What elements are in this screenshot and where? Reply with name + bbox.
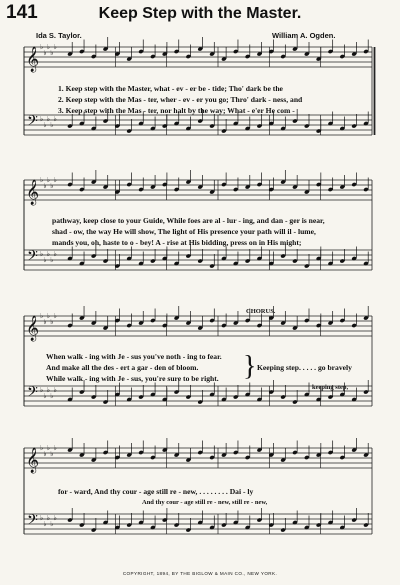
bass-cue-text: keeping step,: [312, 384, 349, 391]
flat-icon: ♭: [40, 386, 44, 394]
flat-icon: ♭: [43, 318, 47, 326]
flat-icon: ♭: [43, 392, 47, 400]
flat-icon: ♭: [46, 250, 51, 258]
author-credit: Ida S. Taylor.: [36, 31, 82, 40]
chorus-refrain-line: Keeping step. . . . . go bravely: [257, 363, 352, 372]
flat-icon: ♭: [43, 49, 47, 57]
flat-icon: ♭: [50, 256, 54, 264]
flat-icon: ♭: [40, 43, 44, 51]
flat-icon: ♭: [50, 318, 54, 326]
flat-icon: ♭: [46, 176, 51, 184]
system1-verse2: 2. Keep step with the Mas - ter, wher - ev - er you go; Thro' dark - ness, and: [58, 95, 303, 104]
system2-verse2: shad - ow, the way He will show, The light of His presence your path will il - lume,: [52, 227, 316, 236]
copyright-notice: COPYRIGHT, 1894, BY THE BIGLOW & MAIN CO., NEW YORK.: [122, 571, 278, 576]
flat-icon: ♭: [40, 115, 44, 123]
system3-verse1: When walk - ing with Je - sus you've noth - ing to fear.: [46, 352, 222, 361]
bass-clef-icon: 𝄢: [27, 384, 38, 404]
flat-icon: ♭: [40, 250, 44, 258]
hymn-title: Keep Step with the Master.: [98, 5, 302, 22]
flat-icon: ♭: [50, 182, 54, 190]
bass-clef-icon: 𝄢: [27, 512, 38, 532]
chorus-brace: }: [243, 351, 257, 382]
flat-icon: ♭: [46, 43, 51, 51]
flat-icon: ♭: [53, 386, 57, 394]
flat-icon: ♭: [40, 514, 44, 522]
flat-icon: ♭: [53, 43, 57, 51]
hymn-number: 141: [6, 2, 38, 23]
flat-icon: ♭: [46, 514, 51, 522]
flat-icon: ♭: [50, 520, 54, 528]
flat-icon: ♭: [50, 450, 54, 458]
flat-icon: ♭: [43, 121, 47, 129]
system1-verse3: 3. Keep step with the Mas - ter, nor halt by the way; What - e'er He com -: [58, 106, 295, 115]
bass-clef-icon: 𝄢: [27, 113, 38, 133]
clef-glyphs: [26, 43, 57, 532]
system2-verse3: mands you, oh, haste to o - bey! A - rise at His bidding, press on in His might;: [52, 238, 302, 247]
treble-clef-icon: 𝄞: [26, 180, 40, 205]
system3-verse2: And make all the des - ert a gar - den of bloom.: [46, 363, 199, 372]
flat-icon: ♭: [46, 444, 51, 452]
flat-icon: ♭: [46, 386, 51, 394]
flat-icon: ♭: [50, 392, 54, 400]
flat-icon: ♭: [43, 256, 47, 264]
composer-credit: William A. Ogden.: [272, 31, 336, 40]
flat-icon: ♭: [53, 514, 57, 522]
flat-icon: ♭: [40, 312, 44, 320]
system4-line2: And thy cour - age still re - new, still re - new,: [142, 499, 268, 506]
flat-icon: ♭: [50, 121, 54, 129]
flat-icon: ♭: [43, 520, 47, 528]
flat-icon: ♭: [40, 176, 44, 184]
flat-icon: ♭: [43, 450, 47, 458]
treble-clef-icon: 𝄞: [26, 448, 40, 473]
system2-verse1: pathway, keep close to your Guide, While foes are al - lur - ing, and dan - ger is near,: [52, 216, 325, 225]
chorus-label: CHORUS.: [246, 308, 276, 315]
flat-icon: ♭: [53, 176, 57, 184]
treble-clef-icon: 𝄞: [26, 47, 40, 72]
treble-clef-icon: 𝄞: [26, 316, 40, 341]
system3-verse3: While walk - ing with Je - sus, you're sure to be right.: [46, 374, 219, 383]
flat-icon: ♭: [53, 444, 57, 452]
flat-icon: ♭: [50, 49, 54, 57]
bass-clef-icon: 𝄢: [27, 248, 38, 268]
flat-icon: ♭: [43, 182, 47, 190]
flat-icon: ♭: [53, 115, 57, 123]
system4-line1: for - ward, And thy cour - age still re - new, . . . . . . . . Dai - ly: [58, 487, 254, 496]
flat-icon: ♭: [46, 115, 51, 123]
flat-icon: ♭: [40, 444, 44, 452]
flat-icon: ♭: [53, 250, 57, 258]
flat-icon: ♭: [53, 312, 57, 320]
system1-verse1: 1. Keep step with the Master, what - ev - er be - tide; Tho' dark be the: [58, 84, 283, 93]
flat-icon: ♭: [46, 312, 51, 320]
